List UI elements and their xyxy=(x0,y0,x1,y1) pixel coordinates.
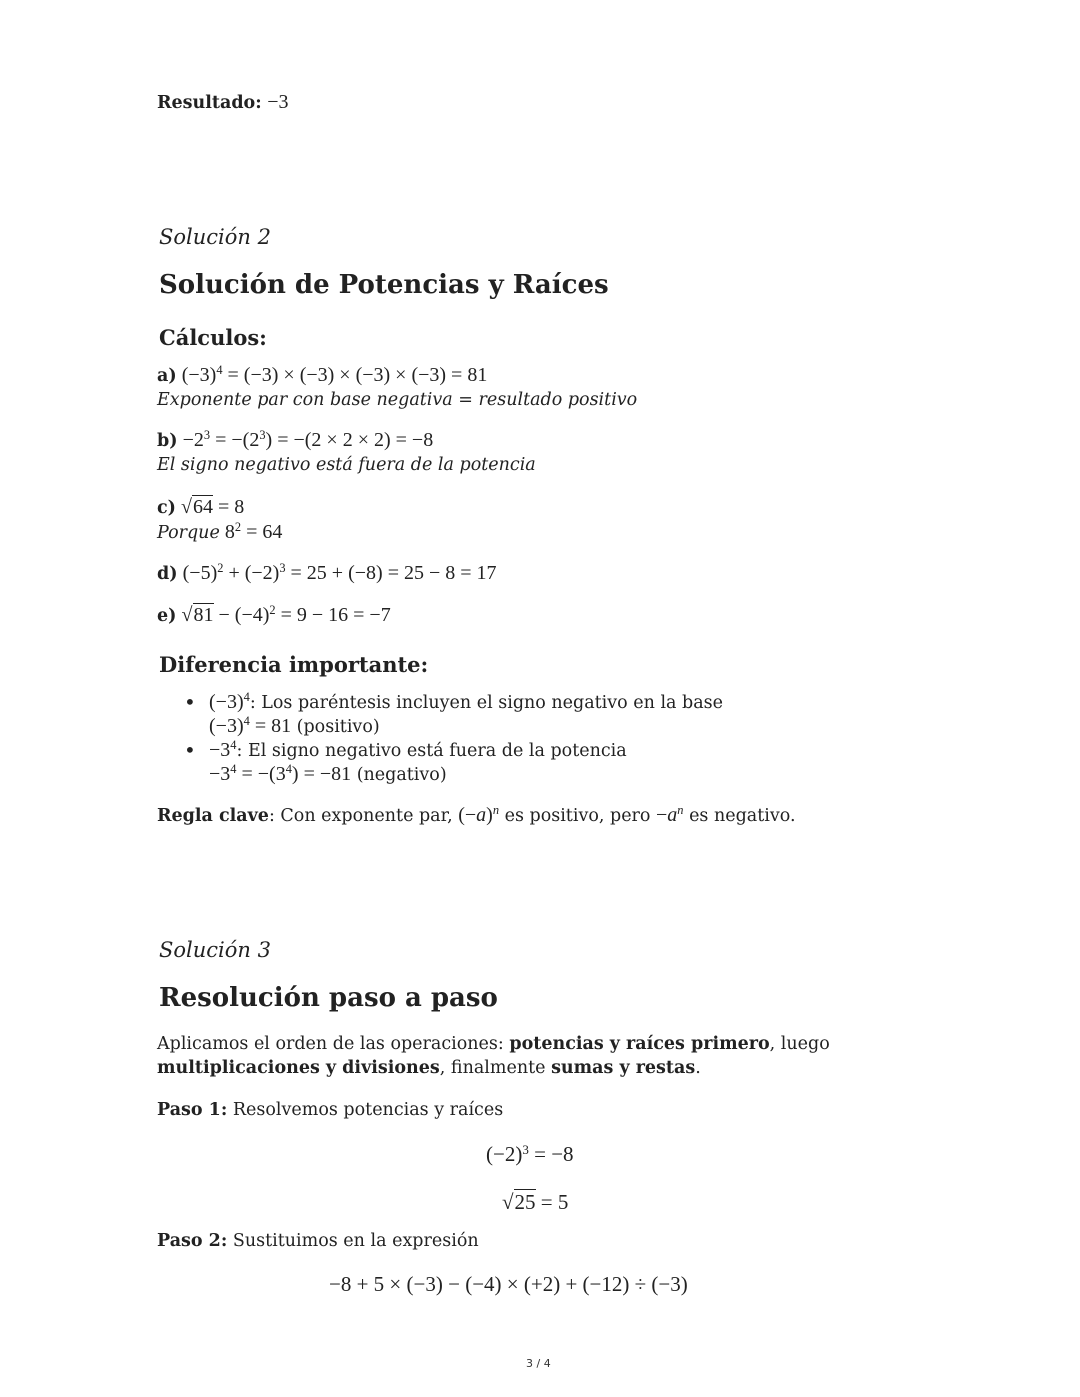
calc-item-d xyxy=(157,562,497,585)
calc-item-label: c) xyxy=(157,498,176,518)
difference-item-detail-text: (negativo) xyxy=(351,765,447,785)
difference-item-text: : El signo negativo está fuera de la potencia xyxy=(236,741,627,761)
difference-item-detail: $-3^4 = -(3^4) = -81$ (negativo) xyxy=(209,762,447,785)
calc-item-expression: √64 = 8 xyxy=(181,496,245,518)
bullet-icon: • xyxy=(184,690,196,714)
difference-item-text: : Los paréntesis incluyen el signo negativo en la base xyxy=(249,693,724,713)
step-1-equation-root: √25 = 5 xyxy=(502,1190,569,1214)
step-1-label: Paso 1: xyxy=(157,1100,228,1120)
intro-line-2: multiplicaciones y divisiones, finalmente sumas y restas. xyxy=(157,1058,701,1078)
calc-item-label: d) xyxy=(157,564,178,584)
key-rule-label: Regla clave xyxy=(157,806,269,826)
calc-item-note: Porque $8^2 = 64$ xyxy=(157,520,283,543)
calc-item-c xyxy=(157,496,244,519)
page-number: 3 / 4 xyxy=(526,1357,551,1370)
key-rule: Regla clave: Con exponente par, $(-a)^n$ es positivo, pero $-a^n$ es negativo. xyxy=(157,803,796,826)
step-1 xyxy=(157,1100,503,1120)
step-2-text: Sustituimos en la expresión xyxy=(227,1231,479,1251)
calc-item-label: b) xyxy=(157,431,178,451)
calc-item-label: a) xyxy=(157,366,177,386)
calc-item-expression: $(-5)^2 + (-2)^3 = 25 + (-8) = 25 - 8 = 17$ xyxy=(182,561,497,584)
step-2-label: Paso 2: xyxy=(157,1231,228,1251)
solution-3-title: Resolución paso a paso xyxy=(159,983,498,1013)
calc-item-b xyxy=(157,429,433,452)
difference-item-detail-text: (positivo) xyxy=(291,717,380,737)
step-1-text: Resolvemos potencias y raíces xyxy=(227,1100,504,1120)
calc-item-e xyxy=(157,604,391,627)
difference-item: $-3^4$: El signo negativo está fuera de la potencia xyxy=(209,738,627,761)
calc-item-label: e) xyxy=(157,606,177,626)
result-value: −3 xyxy=(267,91,289,113)
solution-2-title: Solución de Potencias y Raíces xyxy=(159,270,609,300)
bullet-icon: • xyxy=(184,738,196,762)
calc-item-note: Exponente par con base negativa = resultado positivo xyxy=(157,390,638,410)
step-1-equation-power: $(-2)^3 = -8$ xyxy=(486,1141,574,1166)
difference-heading: Diferencia importante: xyxy=(159,652,429,677)
result-label: Resultado: xyxy=(157,93,262,113)
calc-item-note: El signo negativo está fuera de la potencia xyxy=(157,455,536,475)
calc-item-note-word: Porque xyxy=(157,523,220,543)
difference-item-detail: $(-3)^4 = 81$ (positivo) xyxy=(209,714,380,737)
result-line xyxy=(157,91,289,114)
solution-3-tag: Solución 3 xyxy=(159,938,271,962)
step-2-expression: −8 + 5 × (−3) − (−4) × (+2) + (−12) ÷ (−3) xyxy=(329,1272,688,1296)
solution-2-tag: Solución 2 xyxy=(159,225,271,249)
intro-line-1: Aplicamos el orden de las operaciones: potencias y raíces primero, luego xyxy=(157,1034,830,1054)
calculations-heading: Cálculos: xyxy=(159,325,267,350)
calc-item-expression: $-2^3 = -(2^3) = -(2 \times 2 \times 2) = -8$ xyxy=(182,428,434,451)
difference-item: $(-3)^4$: Los paréntesis incluyen el signo negativo en la base xyxy=(209,690,724,713)
calc-item-expression: $(-3)^4 = (-3) \times (-3) \times (-3) \times (-3) = 81$ xyxy=(181,363,488,386)
step-2 xyxy=(157,1231,479,1251)
calc-item-expression: $√81 - (-4)^2 = 9 - 16 = -7$ xyxy=(181,603,391,626)
calc-item-a xyxy=(157,364,487,387)
